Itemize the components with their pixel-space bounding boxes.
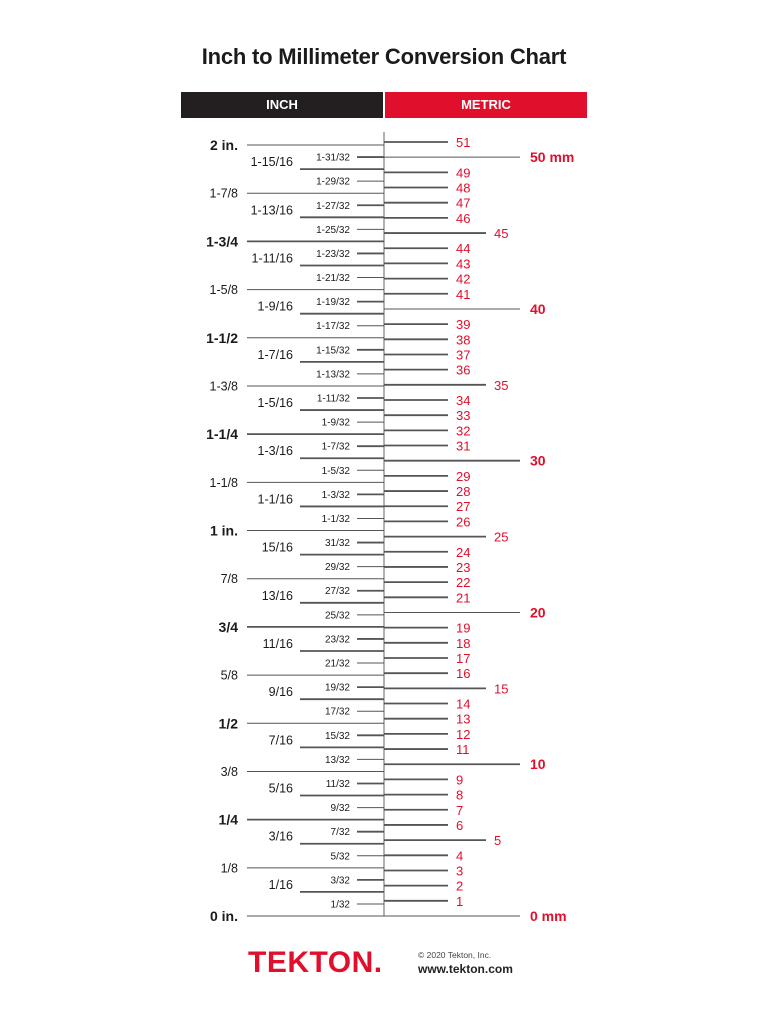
mm-label: 11 [456, 742, 470, 758]
inch-label: 1-9/16 [257, 299, 293, 314]
mm-label: 7 [456, 802, 464, 818]
mm-label: 15 [494, 681, 509, 697]
inch-label: 1-5/8 [209, 283, 238, 298]
inch-label: 31/32 [324, 538, 350, 550]
mm-label: 4 [456, 848, 464, 864]
inch-label: 1-15/32 [316, 345, 350, 357]
inch-label: 1-7/32 [321, 441, 350, 453]
mm-label: 39 [456, 317, 471, 333]
chart-title: Inch to Millimeter Conversion Chart [201, 44, 567, 69]
inch-label: 3/4 [218, 618, 238, 635]
inch-label: 1/4 [218, 811, 238, 828]
mm-label: 35 [494, 377, 509, 393]
inch-label: 1-1/2 [206, 329, 238, 346]
inch-label: 1-7/16 [257, 347, 293, 362]
inch-label: 3/16 [268, 829, 293, 844]
mm-label: 8 [456, 787, 464, 803]
mm-label: 25 [494, 529, 509, 545]
inch-label: 27/32 [324, 586, 350, 598]
brand-name: TEKTON [248, 946, 374, 979]
brand-dot: . [373, 946, 383, 979]
inch-label: 1-31/32 [316, 152, 350, 164]
inch-label: 1-25/32 [316, 224, 350, 236]
inch-label: 1/16 [268, 877, 293, 892]
inch-label: 1-3/4 [206, 233, 238, 250]
mm-label: 31 [456, 438, 471, 454]
mm-label: 9 [456, 772, 464, 788]
mm-label: 10 [530, 756, 546, 773]
inch-label: 1-19/32 [316, 297, 350, 309]
inch-label: 1 in. [209, 522, 238, 539]
inch-label: 1-1/16 [257, 492, 293, 507]
mm-label: 45 [494, 226, 509, 242]
inch-label: 15/32 [324, 730, 350, 742]
mm-label: 3 [456, 863, 464, 879]
mm-label: 19 [456, 620, 471, 636]
inch-label: 7/16 [268, 733, 293, 748]
mm-label: 40 [530, 300, 546, 317]
inch-label: 3/8 [220, 764, 238, 779]
mm-label: 16 [456, 666, 471, 682]
mm-label: 50 mm [530, 149, 575, 166]
inch-label: 7/32 [330, 827, 350, 839]
inch-label: 1/2 [218, 715, 238, 732]
mm-label: 42 [456, 271, 471, 287]
inch-label: 0 in. [209, 908, 238, 924]
inch-label: 13/32 [324, 754, 350, 766]
mm-label: 27 [456, 499, 471, 515]
inch-label: 1-5/16 [257, 396, 293, 411]
inch-label: 1-11/16 [251, 251, 293, 266]
mm-label: 22 [456, 575, 471, 591]
tekton-logo [248, 946, 383, 980]
inch-label: 1-13/16 [250, 203, 293, 218]
inch-label: 11/32 [325, 778, 350, 790]
inch-label: 1-11/32 [316, 393, 350, 405]
inch-label: 1-7/8 [209, 186, 238, 201]
inch-label: 1/32 [330, 899, 350, 911]
inch-label: 17/32 [324, 706, 350, 718]
inch-label: 25/32 [324, 610, 350, 622]
mm-label: 51 [456, 135, 471, 150]
inch-header: INCH [181, 92, 383, 118]
inch-label: 1-27/32 [316, 200, 350, 212]
mm-label: 14 [456, 696, 471, 712]
inch-label: 1-13/32 [316, 369, 350, 381]
inch-label: 3/32 [330, 875, 350, 887]
inch-label: 29/32 [324, 562, 350, 574]
inch-label: 1-1/8 [209, 475, 238, 490]
website-url: www.tekton.com [418, 962, 513, 976]
inch-label: 13/16 [261, 588, 293, 603]
mm-label: 33 [456, 408, 471, 424]
mm-label: 5 [494, 833, 502, 849]
mm-label: 34 [456, 393, 471, 408]
mm-label: 24 [456, 544, 471, 560]
mm-label: 6 [456, 817, 464, 833]
mm-label: 1 [456, 893, 464, 909]
mm-label: 48 [456, 180, 471, 196]
inch-label: 1-3/8 [209, 379, 238, 394]
inch-label: 2 in. [209, 137, 238, 154]
inch-label: 1-3/32 [321, 489, 350, 501]
inch-label: 1-1/4 [206, 426, 238, 443]
mm-label: 47 [456, 195, 471, 211]
mm-label: 23 [456, 559, 471, 575]
mm-label: 2 [456, 878, 464, 894]
metric-header: METRIC [385, 92, 587, 118]
mm-label: 26 [456, 514, 471, 530]
mm-label: 49 [456, 165, 471, 181]
inch-label: 5/16 [268, 781, 293, 796]
mm-label: 29 [456, 468, 471, 484]
mm-label: 17 [456, 651, 471, 666]
mm-label: 0 mm [530, 908, 567, 924]
inch-label: 15/16 [261, 540, 293, 555]
copyright-text: © 2020 Tekton, Inc. [418, 950, 492, 960]
inch-label: 9/32 [330, 803, 350, 815]
mm-label: 37 [456, 347, 471, 363]
mm-label: 18 [456, 635, 471, 651]
mm-label: 41 [456, 286, 471, 302]
inch-label: 1-17/32 [316, 321, 350, 333]
inch-label: 1-15/16 [250, 155, 293, 170]
mm-label: 20 [530, 604, 546, 621]
mm-label: 38 [456, 332, 471, 348]
mm-label: 12 [456, 726, 471, 742]
mm-scale [384, 135, 574, 924]
inch-label: 5/8 [220, 668, 238, 683]
inch-label: 1-23/32 [316, 248, 350, 260]
inch-label: 1-29/32 [316, 176, 350, 188]
mm-label: 43 [456, 256, 471, 272]
inch-label: 9/16 [268, 685, 293, 700]
mm-label: 21 [456, 590, 471, 606]
inch-label: 1-21/32 [316, 273, 350, 285]
mm-label: 46 [456, 210, 471, 226]
inch-label: 19/32 [324, 682, 350, 694]
mm-label: 36 [456, 362, 471, 378]
inch-label: 21/32 [324, 658, 350, 670]
mm-label: 44 [456, 241, 471, 257]
inch-label: 23/32 [324, 634, 350, 646]
inch-label: 1-1/32 [321, 513, 350, 525]
inch-scale [206, 137, 384, 924]
inch-label: 1/8 [220, 861, 238, 876]
inch-label: 7/8 [220, 572, 238, 587]
mm-label: 13 [456, 711, 471, 727]
inch-label: 1-3/16 [257, 444, 293, 459]
inch-label: 5/32 [330, 851, 350, 863]
inch-label: 11/16 [262, 636, 293, 651]
mm-label: 28 [456, 484, 471, 500]
inch-label: 1-5/32 [321, 465, 350, 477]
mm-label: 30 [530, 452, 546, 469]
mm-label: 32 [456, 423, 471, 439]
inch-label: 1-9/32 [321, 417, 350, 429]
